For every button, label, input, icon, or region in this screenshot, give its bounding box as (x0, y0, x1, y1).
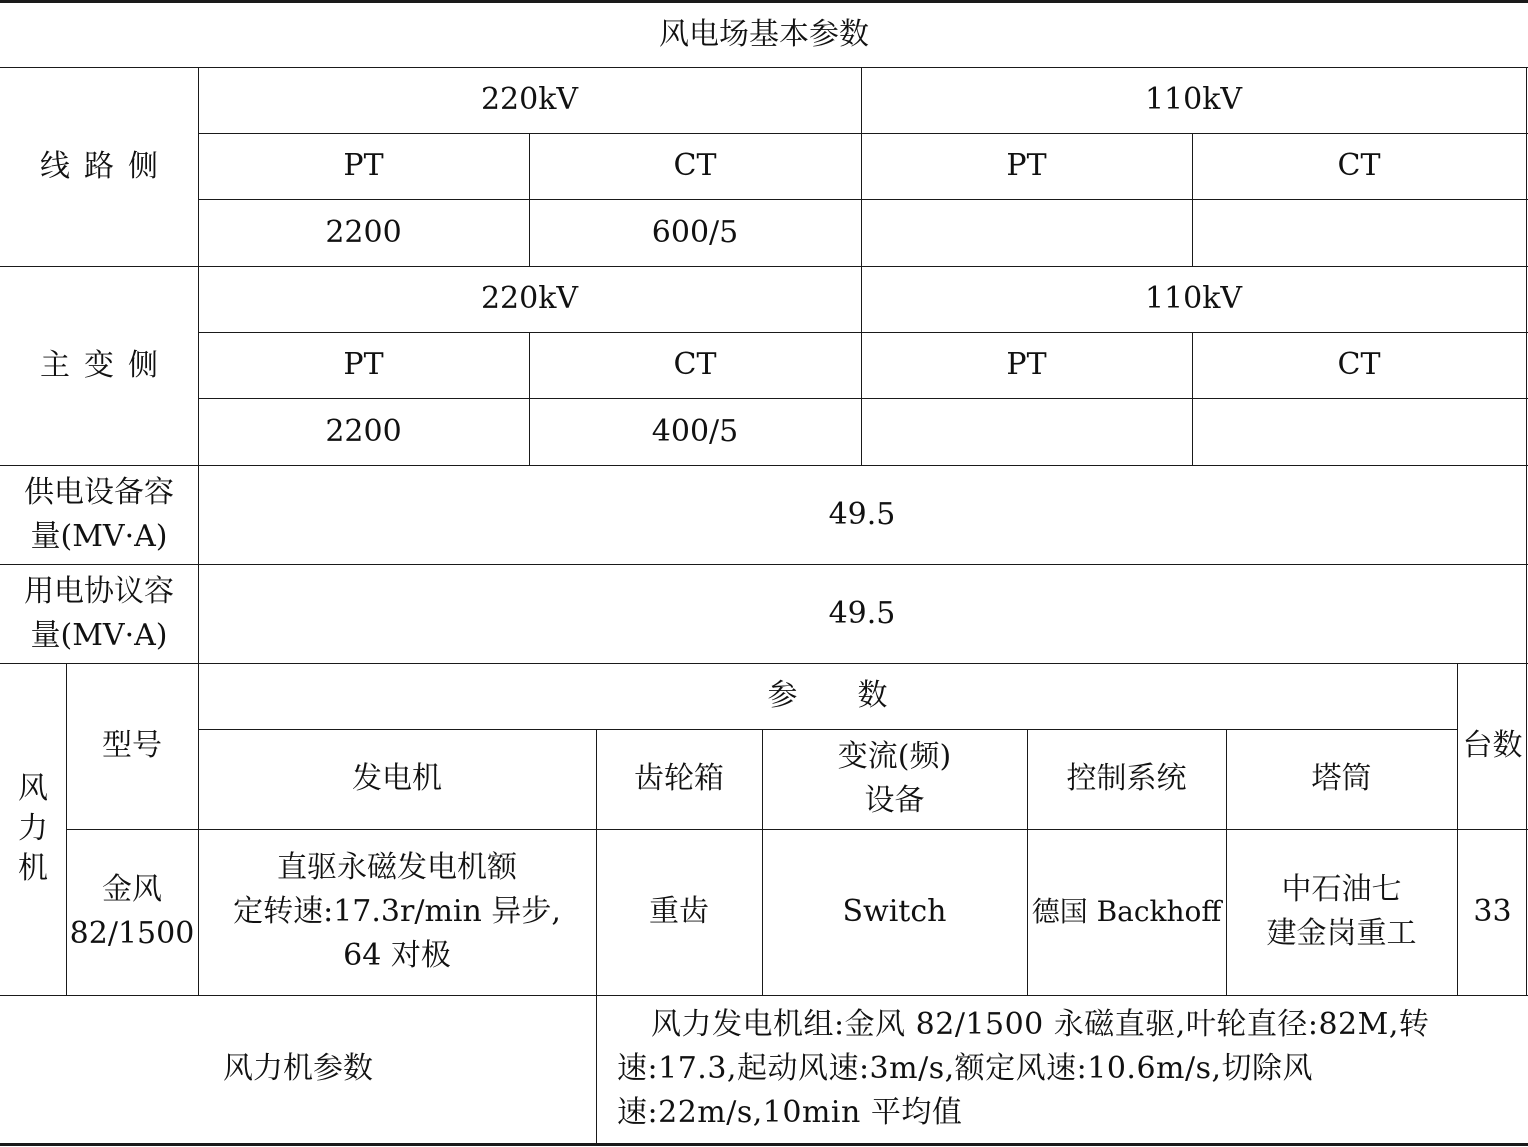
generator-header: 发电机 (352, 761, 442, 796)
control-system-header: 控制系统 (1066, 761, 1187, 796)
transformer-110-pt-value (861, 398, 1192, 465)
generator-value-line3: 64 对极 (343, 938, 451, 973)
bottom-rule (0, 1143, 1528, 1146)
line-110kv-header: 110kV (1144, 82, 1243, 117)
agreement-capacity-label-line1: 用电协议容 (24, 573, 174, 609)
line-220-pt-header: PT (343, 148, 384, 183)
transformer-220-pt-value: 2200 (325, 413, 402, 449)
transformer-220-ct-value: 400/5 (651, 413, 739, 449)
generator-value-line1: 直驱永磁发电机额 (277, 850, 517, 885)
turbine-group-char: 力 (18, 811, 48, 846)
turbine-group-label (0, 663, 66, 995)
turbine-group-char: 机 (18, 851, 48, 886)
table-title: 风电场基本参数 (659, 16, 869, 52)
converter-header (762, 729, 1027, 829)
tower-header: 塔筒 (1311, 761, 1372, 796)
count-value: 33 (1473, 894, 1512, 929)
line-110-ct-header: CT (1337, 148, 1381, 183)
generator-value (198, 829, 596, 995)
turbine-params-text: 风力发电机组:金风 82/1500 永磁直驱,叶轮直径:82M,转速:17.3,起动风速:3m/s,额定风速:10.6m/s,切除风速:22m/s,10min 平均值 (617, 1007, 1430, 1130)
supply-capacity-label-line1: 供电设备容 (24, 474, 174, 510)
tower-value-line2: 建金岗重工 (1266, 916, 1417, 951)
supply-capacity-label-line2: 量(MV·A) (30, 518, 168, 554)
count-header: 台数 (1462, 728, 1523, 763)
model-value-line2: 82/1500 (69, 916, 195, 951)
line-220-ct-header: CT (673, 148, 717, 183)
agreement-capacity-label-line2: 量(MV·A) (30, 617, 168, 653)
agreement-capacity-value: 49.5 (828, 595, 896, 631)
line-220-pt-value: 2200 (325, 214, 402, 250)
transformer-110-pt-header: PT (1006, 347, 1047, 382)
supply-capacity-label (0, 465, 198, 564)
line-110-pt-value (861, 199, 1192, 266)
transformer-110-ct-value (1192, 398, 1526, 465)
line-220kv-header: 220kV (480, 82, 579, 117)
gearbox-value: 重齿 (649, 894, 709, 929)
generator-value-line2: 定转速:17.3r/min 异步, (233, 894, 561, 929)
line-110-ct-value (1192, 199, 1526, 266)
converter-header-line2: 设备 (864, 783, 925, 818)
params-header: 参 数 (767, 678, 888, 713)
supply-capacity-value: 49.5 (828, 496, 896, 532)
line-220-ct-value: 600/5 (651, 214, 739, 250)
transformer-220-pt-header: PT (343, 347, 384, 382)
tower-value-line1: 中石油七 (1281, 872, 1402, 907)
transformer-220kv-header: 220kV (480, 281, 579, 316)
agreement-capacity-label (0, 564, 198, 663)
converter-header-line1: 变流(频) (837, 739, 952, 774)
gearbox-header: 齿轮箱 (634, 761, 724, 796)
line-side-label: 线路侧 (40, 148, 172, 184)
transformer-110kv-header: 110kV (1144, 281, 1243, 316)
transformer-side-label: 主变侧 (40, 347, 172, 383)
turbine-params-label: 风力机参数 (223, 1051, 373, 1086)
model-header: 型号 (102, 728, 162, 763)
model-value-line1: 金风 (102, 872, 162, 907)
transformer-220-ct-header: CT (673, 347, 717, 382)
model-value (66, 829, 198, 995)
tower-value (1226, 829, 1457, 995)
transformer-110-ct-header: CT (1337, 347, 1381, 382)
converter-value: Switch (842, 894, 947, 929)
line-110-pt-header: PT (1006, 148, 1047, 183)
turbine-group-char: 风 (18, 771, 48, 806)
control-system-value: 德国 Backhoff (1031, 895, 1222, 928)
